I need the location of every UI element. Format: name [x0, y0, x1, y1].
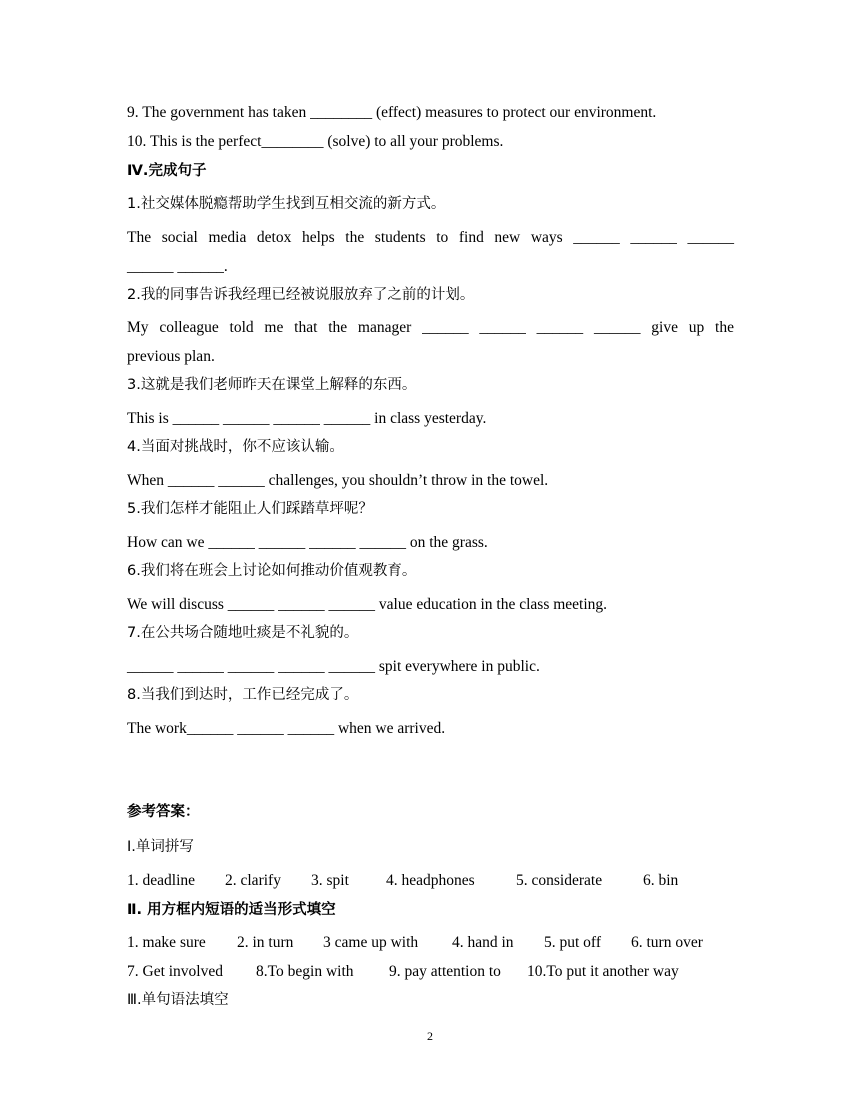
answer-item: 7. Get involved [127, 963, 223, 980]
item-4-cn: 4.当面对挑战时，你不应该认输。 [127, 439, 344, 455]
item-2-en-line2: previous plan. [127, 348, 215, 365]
answers-part3-heading: Ⅲ.单句语法填空 [127, 992, 229, 1008]
answer-item: 3. spit [311, 872, 349, 889]
answers-part1-row [127, 871, 678, 890]
item-6-en: We will discuss ______ ______ ______ value education in the class meeting. [127, 596, 608, 613]
question-10: 10. This is the perfect________ (solve) to all your problems. [127, 133, 504, 150]
item-7-en: ______ ______ ______ ______ ______ spit everywhere in public. [127, 658, 540, 675]
answer-item: 5. put off [544, 934, 601, 951]
answer-item: 4. hand in [452, 934, 514, 951]
answer-item: 8.To begin with [256, 963, 354, 980]
item-5-cn: 5.我们怎样才能阻止人们踩踏草坪呢？ [127, 501, 373, 517]
answers-part1-heading: Ⅰ.单词拼写 [127, 839, 194, 855]
item-2-cn: 2.我的同事告诉我经理已经被说服放弃了之前的计划。 [127, 287, 475, 303]
item-8-en: The work______ ______ ______ when we arrived. [127, 720, 446, 737]
answer-item: 2. clarify [225, 872, 281, 889]
item-3-en: This is ______ ______ ______ ______ in class yesterday. [127, 410, 487, 427]
answers-part2-row1 [127, 933, 703, 952]
answer-item: 5. considerate [516, 872, 603, 889]
item-6-cn: 6.我们将在班会上讨论如何推动价值观教育。 [127, 563, 417, 579]
item-1-cn: 1.社交媒体脱瘾帮助学生找到互相交流的新方式。 [127, 196, 446, 212]
item-8-cn: 8.当我们到达时，工作已经完成了。 [127, 687, 359, 703]
answer-item: 6. turn over [631, 934, 703, 951]
question-9: 9. The government has taken ________ (effect) measures to protect our environment. [127, 104, 657, 121]
answers-part2-row2 [127, 962, 679, 981]
answer-item: 4. headphones [386, 872, 475, 889]
answer-item: 9. pay attention to [389, 963, 501, 980]
answer-item: 6. bin [643, 872, 679, 889]
item-2-en-line1: My colleague told me that the manager ______ ______ ______ ______ give up the [127, 319, 734, 336]
item-3-cn: 3.这就是我们老师昨天在课堂上解释的东西。 [127, 377, 417, 393]
item-1-en-line1: The social media detox helps the students to find new ways ______ ______ ______ [127, 229, 734, 246]
answers-heading: 参考答案： [127, 804, 200, 820]
answers-part2-heading: Ⅱ. 用方框内短语的适当形式填空 [127, 902, 336, 918]
section-4-heading: Ⅳ.完成句子 [127, 163, 207, 179]
answer-item: 10.To put it another way [527, 963, 679, 980]
answer-item: 3 came up with [323, 934, 419, 951]
item-7-cn: 7.在公共场合随地吐痰是不礼貌的。 [127, 625, 359, 641]
item-1-en-line2: ______ ______. [127, 258, 228, 275]
item-5-en: How can we ______ ______ ______ ______ on the grass. [127, 534, 488, 551]
answer-item: 2. in turn [237, 934, 294, 951]
item-4-en: When ______ ______ challenges, you shouldn’t throw in the towel. [127, 472, 549, 489]
page-number: 2 [427, 1029, 433, 1043]
answer-item: 1. deadline [127, 872, 196, 889]
answer-item: 1. make sure [127, 934, 206, 951]
